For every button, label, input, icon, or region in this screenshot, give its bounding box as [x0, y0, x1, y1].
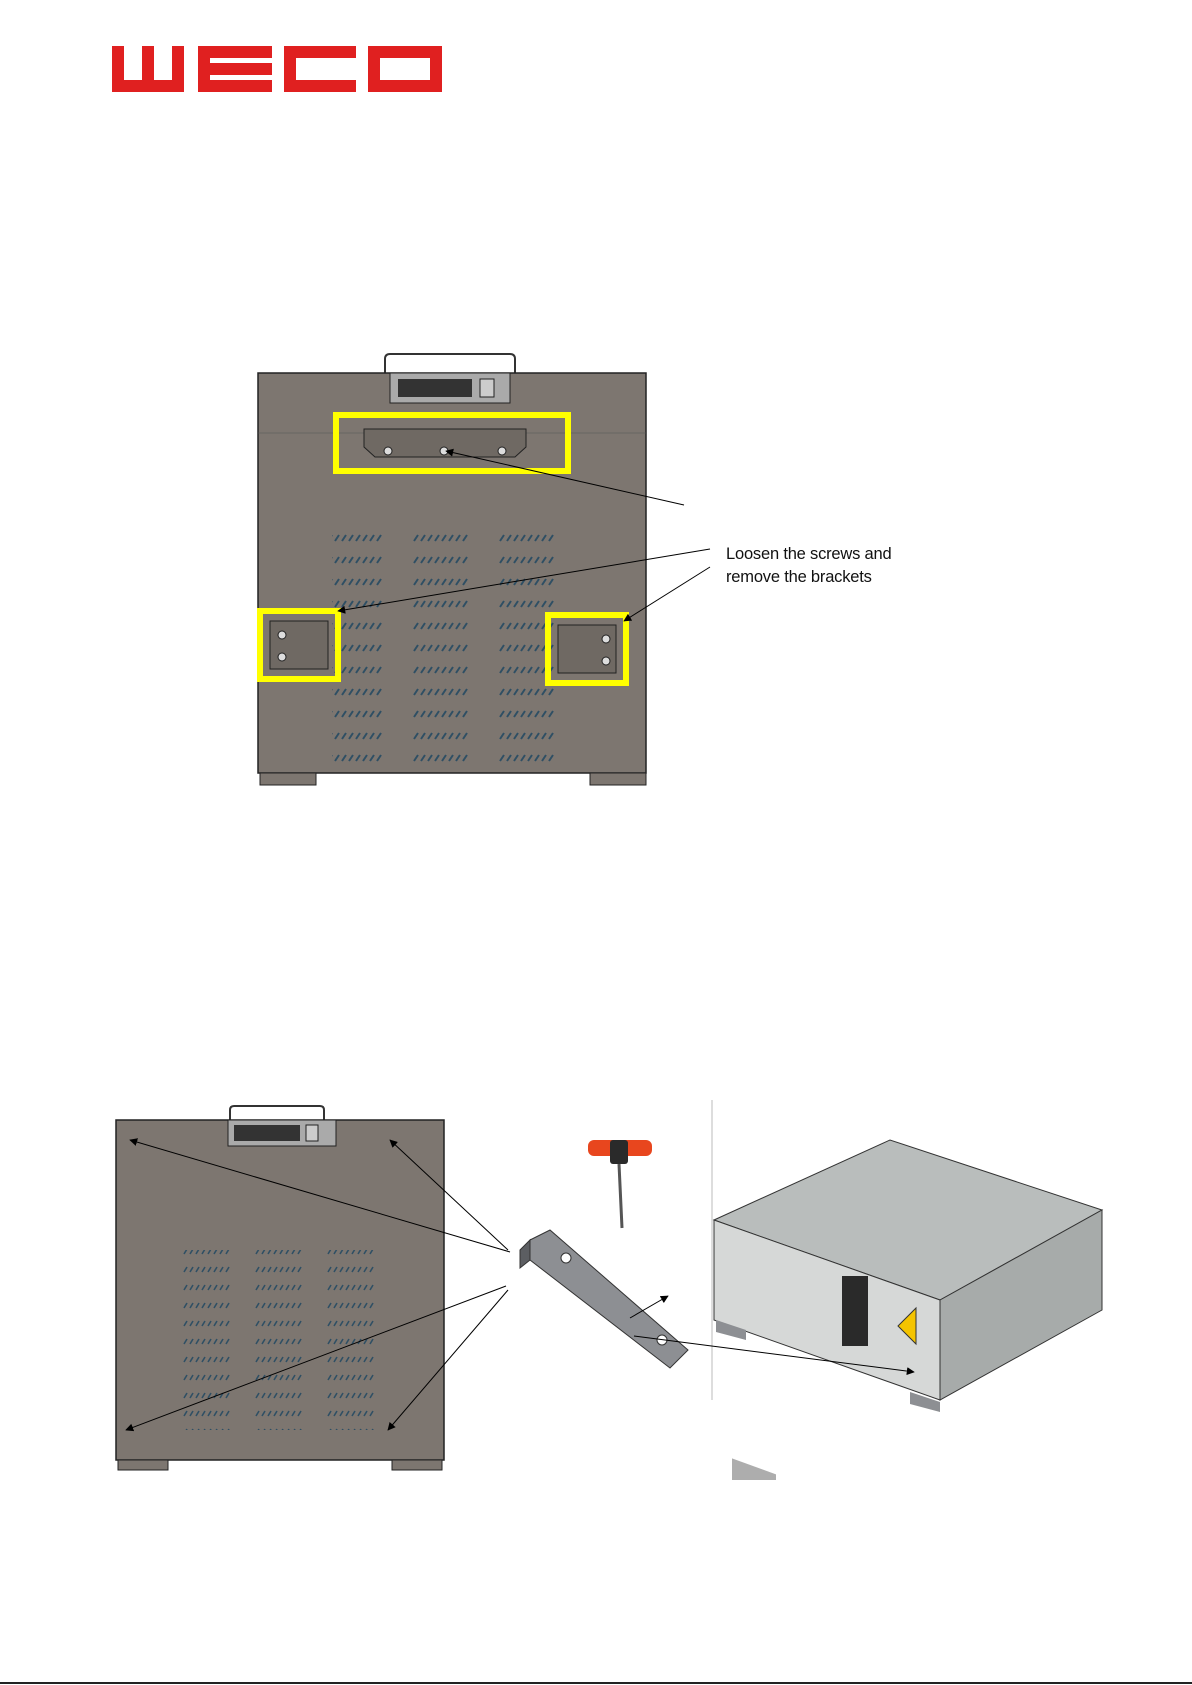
caption-line-2: remove the brackets	[726, 568, 872, 586]
battery-module-icon	[712, 1100, 1102, 1480]
footer-rule	[0, 1682, 1192, 1684]
step1-caption	[726, 543, 892, 589]
caption-line-1: Loosen the screws and	[726, 545, 892, 563]
hex-key-icon	[588, 1140, 652, 1228]
weco-logo	[112, 46, 442, 92]
bracket-installation-figure	[110, 1100, 1110, 1480]
